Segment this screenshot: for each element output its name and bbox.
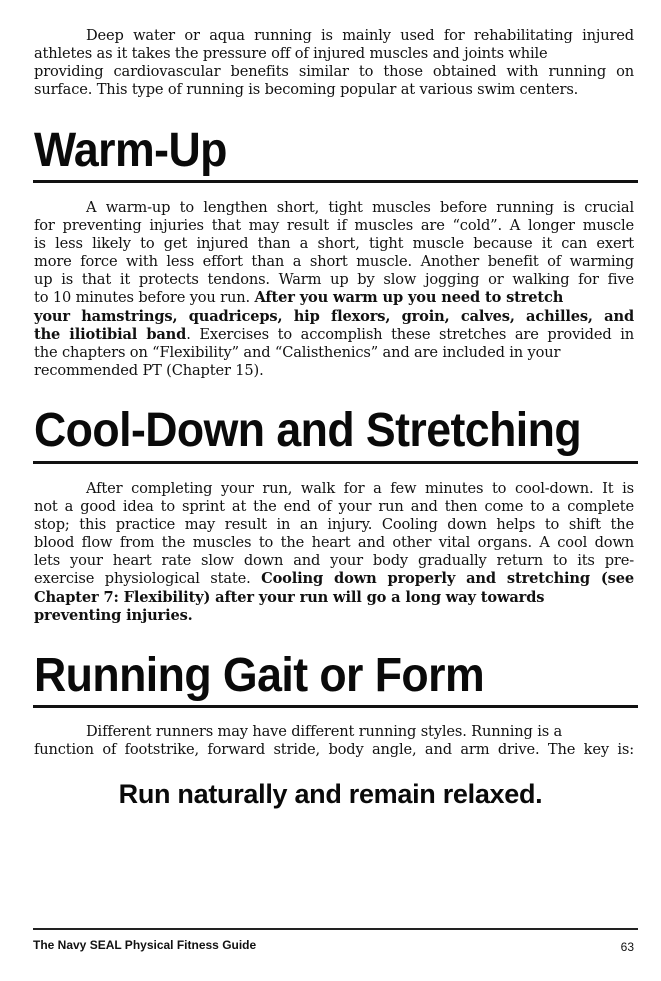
warm-up-paragraph xyxy=(34,199,634,380)
emphasis-text: Cooling down properly and stretching (see xyxy=(261,570,634,588)
text-line xyxy=(34,326,634,344)
text-line: A warm-up to lengthen short, tight muscles before running is crucial xyxy=(86,199,634,216)
text-line: providing cardiovascular benefits similar to those obtained with running on xyxy=(34,63,634,81)
footer-book-title: The Navy SEAL Physical Fitness Guide xyxy=(33,938,257,952)
page-number: 63 xyxy=(620,940,634,954)
key-callout: Run naturally and remain relaxed. xyxy=(118,779,543,809)
section-heading-running-gait: Running Gait or Form xyxy=(34,649,485,702)
intro-paragraph xyxy=(34,27,634,99)
text-line: recommended PT (Chapter 15). xyxy=(34,361,264,379)
emphasis-text: the iliotibial band xyxy=(34,325,187,343)
heading-rule xyxy=(33,180,638,183)
text-line: blood flow from the muscles to the heart and other vital organs. A cool down xyxy=(34,534,634,552)
emphasis-text: Chapter 7: Flexibility) after your run will go a long way towards xyxy=(34,588,545,606)
emphasis-text: your hamstrings, quadriceps, hip flexors, groin, calves, achilles, and xyxy=(34,307,634,325)
text-line: is less likely to get injured than a short, tight muscle because it can exert xyxy=(34,235,634,253)
text-line: up is that it protects tendons. Warm up by slow jogging or walking for five xyxy=(34,271,634,289)
heading-rule xyxy=(33,705,638,708)
running-gait-paragraph xyxy=(34,723,634,759)
text-line xyxy=(34,607,634,625)
emphasis-text: preventing injuries. xyxy=(34,606,193,624)
text-line: not a good idea to sprint at the end of your run and then come to a complete xyxy=(34,498,634,516)
text-run: exercise physiological state. xyxy=(34,570,262,588)
text-line: Different runners may have different running styles. Running is a xyxy=(86,723,563,740)
footer-rule xyxy=(33,928,638,930)
text-line xyxy=(34,589,634,607)
text-line: function of footstrike, forward stride, body angle, and arm drive. The key is: xyxy=(34,741,634,759)
text-line: for preventing injuries that may result if muscles are “cold”. A longer muscle xyxy=(34,217,634,235)
text-run: to 10 minutes before you run. xyxy=(34,289,255,307)
cool-down-paragraph xyxy=(34,480,634,625)
text-line: surface. This type of running is becoming popular at various swim centers. xyxy=(34,81,579,99)
text-line xyxy=(34,570,634,588)
text-line: Deep water or aqua running is mainly used for rehabilitating injured xyxy=(86,27,634,44)
text-line: athletes as it takes the pressure off of injured muscles and joints while xyxy=(34,45,548,63)
text-line xyxy=(34,289,634,307)
heading-rule xyxy=(33,461,638,464)
text-line: lets your heart rate slow down and your body gradually return to its pre- xyxy=(34,552,634,570)
text-line: After completing your run, walk for a few minutes to cool-down. It is xyxy=(86,480,634,497)
text-line: stop; this practice may result in an injury. Cooling down helps to shift the xyxy=(34,516,634,534)
text-line: the chapters on “Flexibility” and “Calisthenics” and are included in your xyxy=(34,343,561,361)
text-run: . Exercises to accomplish these stretches are provided in xyxy=(186,325,634,343)
text-line xyxy=(34,308,634,326)
section-heading-cool-down: Cool-Down and Stretching xyxy=(34,404,582,457)
section-heading-warm-up: Warm-Up xyxy=(34,124,227,177)
emphasis-text: After you warm up you need to stretch xyxy=(254,289,564,307)
text-line: more force with less effort than a short muscle. Another benefit of warming xyxy=(34,253,634,271)
